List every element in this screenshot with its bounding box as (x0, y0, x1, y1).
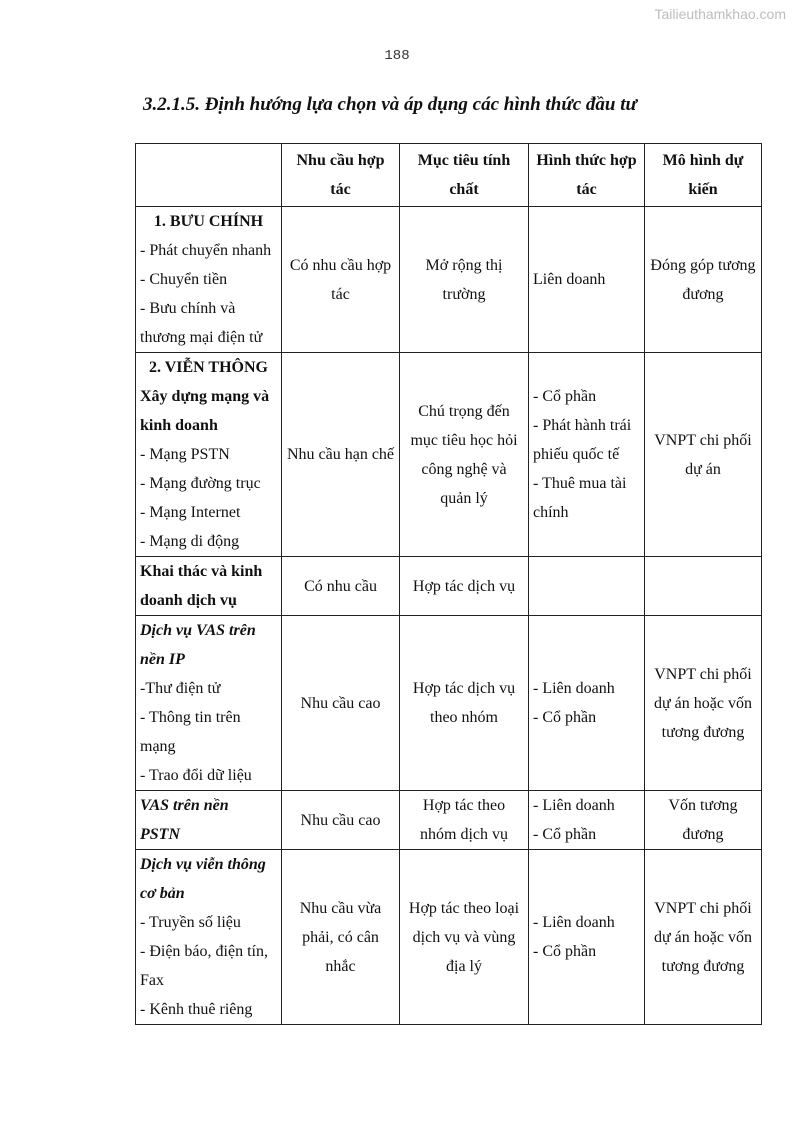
category-line: Fax (140, 972, 164, 989)
category-cell (136, 791, 282, 850)
category-line: Xây dựng mạng và (140, 388, 270, 405)
header-cell: Nhu cầu hợp tác (282, 144, 400, 207)
category-line: kinh doanh (140, 417, 218, 434)
cooperation-form-line: - Phát hành trái (533, 417, 632, 434)
cooperation-form-line: - Liên doanh (533, 797, 615, 814)
objective-cell: Chú trọng đến mục tiêu học hỏi công nghệ và quản lý (400, 353, 529, 557)
category-line: - Truyền số liệu (140, 914, 241, 931)
category-cell (136, 850, 282, 1025)
category-line: Khai thác và kinh (140, 563, 263, 580)
cooperation-need-cell: Nhu cầu hạn chế (282, 353, 400, 557)
category-line: - Điện báo, điện tín, (140, 943, 268, 960)
table-row (136, 616, 762, 791)
header-cell: Mô hình dự kiến (645, 144, 762, 207)
cooperation-form-line: - Thuê mua tài (533, 475, 627, 492)
cooperation-form-line: - Liên doanh (533, 680, 615, 697)
objective-cell: Hợp tác theo nhóm dịch vụ (400, 791, 529, 850)
category-line: PSTN (140, 826, 180, 843)
category-line: mạng (140, 738, 176, 755)
table-header-row (136, 144, 762, 207)
category-line: - Bưu chính và (140, 300, 236, 317)
header-cell: Mục tiêu tính chất (400, 144, 529, 207)
cooperation-form-cell (529, 791, 645, 850)
objective-cell: Hợp tác theo loại dịch vụ và vùng địa lý (400, 850, 529, 1025)
category-line: nền IP (140, 651, 185, 668)
expected-model-cell: Đóng góp tương đương (645, 207, 762, 353)
header-cell (136, 144, 282, 207)
expected-model-cell: Vốn tương đương (645, 791, 762, 850)
table-row (136, 207, 762, 353)
cooperation-form-cell (529, 207, 645, 353)
cooperation-form-line: - Cổ phần (533, 943, 597, 960)
category-cell (136, 207, 282, 353)
expected-model-cell: VNPT chi phối dự án (645, 353, 762, 557)
category-line: - Chuyển tiền (140, 271, 228, 288)
category-line: 2. VIỄN THÔNG (149, 359, 268, 376)
table-row (136, 353, 762, 557)
category-cell (136, 616, 282, 791)
cooperation-form-line: chính (533, 504, 569, 521)
cooperation-need-cell: Nhu cầu vừa phải, có cân nhắc (282, 850, 400, 1025)
category-line: 1. BƯU CHÍNH (153, 213, 264, 230)
category-cell (136, 353, 282, 557)
watermark: Tailieuthamkhao.com (654, 6, 786, 22)
category-line: - Phát chuyển nhanh (140, 242, 272, 259)
objective-cell: Hợp tác dịch vụ theo nhóm (400, 616, 529, 791)
category-line: - Mạng Internet (140, 504, 241, 521)
objective-cell: Mở rộng thị trường (400, 207, 529, 353)
cooperation-form-cell (529, 353, 645, 557)
cooperation-form-line: - Cổ phần (533, 709, 597, 726)
cooperation-form-line: - Liên doanh (533, 914, 615, 931)
cooperation-need-cell: Nhu cầu cao (282, 791, 400, 850)
category-line: - Kênh thuê riêng (140, 1001, 253, 1018)
category-line: - Mạng PSTN (140, 446, 230, 463)
category-line: - Thông tin trên (140, 709, 241, 726)
cooperation-need-cell: Có nhu cầu hợp tác (282, 207, 400, 353)
category-line: - Trao đổi dữ liệu (140, 767, 252, 784)
table-row (136, 850, 762, 1025)
table-row (136, 557, 762, 616)
category-line: - Mạng di động (140, 533, 240, 550)
cooperation-form-cell (529, 557, 645, 616)
page-number: 188 (384, 48, 410, 64)
category-line: -Thư điện tử (140, 680, 221, 697)
expected-model-cell: VNPT chi phối dự án hoặc vốn tương đương (645, 850, 762, 1025)
category-line: doanh dịch vụ (140, 592, 237, 609)
cooperation-form-line: Liên doanh (533, 271, 606, 288)
cooperation-form-cell (529, 616, 645, 791)
cooperation-need-cell: Có nhu cầu (282, 557, 400, 616)
cooperation-form-line: - Cổ phần (533, 388, 597, 405)
category-line: - Mạng đường trục (140, 475, 261, 492)
category-line: VAS trên nền (140, 797, 229, 814)
objective-cell: Hợp tác dịch vụ (400, 557, 529, 616)
category-line: Dịch vụ viễn thông (140, 856, 266, 873)
cooperation-form-cell (529, 850, 645, 1025)
cooperation-need-cell: Nhu cầu cao (282, 616, 400, 791)
section-title: 3.2.1.5. Định hướng lựa chọn và áp dụng các hình thức đầu tư (143, 94, 637, 115)
category-line: thương mại điện tử (140, 329, 263, 346)
cooperation-form-line: - Cổ phần (533, 826, 597, 843)
table-row (136, 791, 762, 850)
investment-form-table (135, 143, 762, 1025)
category-line: cơ bản (140, 885, 185, 902)
category-cell (136, 557, 282, 616)
category-line: Dịch vụ VAS trên (140, 622, 256, 639)
expected-model-cell (645, 557, 762, 616)
expected-model-cell: VNPT chi phối dự án hoặc vốn tương đương (645, 616, 762, 791)
header-cell: Hình thức hợp tác (529, 144, 645, 207)
cooperation-form-line: phiếu quốc tế (533, 446, 620, 463)
